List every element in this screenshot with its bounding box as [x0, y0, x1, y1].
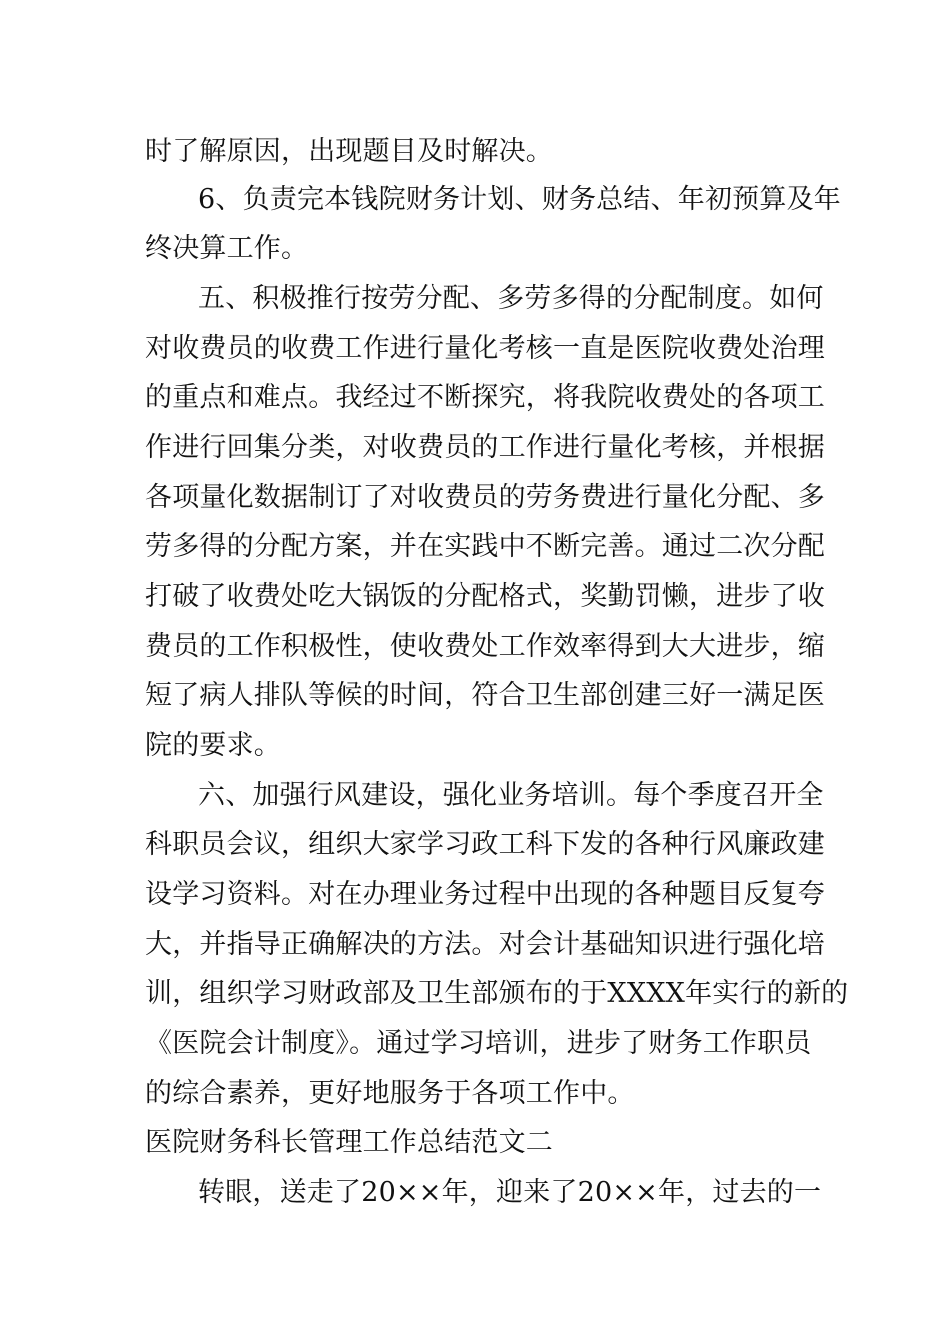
- text-line: 大，并指导正确解决的方法。对会计基础知识进行强化培: [145, 929, 825, 960]
- text-line: 6、负责完本钱院财务计划、财务总结、年初预算及年: [198, 184, 841, 215]
- text-line: 的综合素养，更好地服务于各项工作中。: [145, 1078, 635, 1109]
- text-line: 终决算工作。: [145, 233, 309, 264]
- text-line: 六、加强行风建设，强化业务培训。每个季度召开全: [198, 780, 824, 811]
- text-line: 院的要求。: [145, 730, 281, 761]
- section-heading: 医院财务科长管理工作总结范文二: [145, 1127, 553, 1158]
- text-line: 设学习资料。对在办理业务过程中出现的各种题目反复夸: [145, 879, 825, 910]
- text-line: 作进行回集分类，对收费员的工作进行量化考核，并根据: [145, 432, 825, 463]
- text-line: 短了病人排队等候的时间，符合卫生部创建三好一满足医: [145, 680, 825, 711]
- text-line: 劳多得的分配方案，并在实践中不断完善。通过二次分配: [145, 531, 825, 562]
- text-line: 科职员会议，组织大家学习政工科下发的各种行风廉政建: [145, 829, 825, 860]
- text-line: 打破了收费处吃大锅饭的分配格式，奖勤罚懒，进步了收: [145, 581, 825, 612]
- text-line: 《医院会计制度》。通过学习培训，进步了财务工作职员: [145, 1028, 812, 1059]
- text-line: 时了解原因，出现题目及时解决。: [145, 136, 553, 167]
- text-line: 转眼，送走了20××年，迎来了20××年，过去的一: [198, 1177, 822, 1208]
- text-line: 费员的工作积极性，使收费处工作效率得到大大进步，缩: [145, 631, 825, 662]
- text-line: 训，组织学习财政部及卫生部颁布的于XXXX年实行的新的: [145, 978, 849, 1009]
- text-line: 各项量化数据制订了对收费员的劳务费进行量化分配、多: [145, 482, 825, 513]
- text-line: 的重点和难点。我经过不断探究，将我院收费处的各项工: [145, 382, 825, 413]
- text-line: 对收费员的收费工作进行量化考核一直是医院收费处治理: [145, 333, 825, 364]
- text-line: 五、积极推行按劳分配、多劳多得的分配制度。如何: [198, 283, 824, 314]
